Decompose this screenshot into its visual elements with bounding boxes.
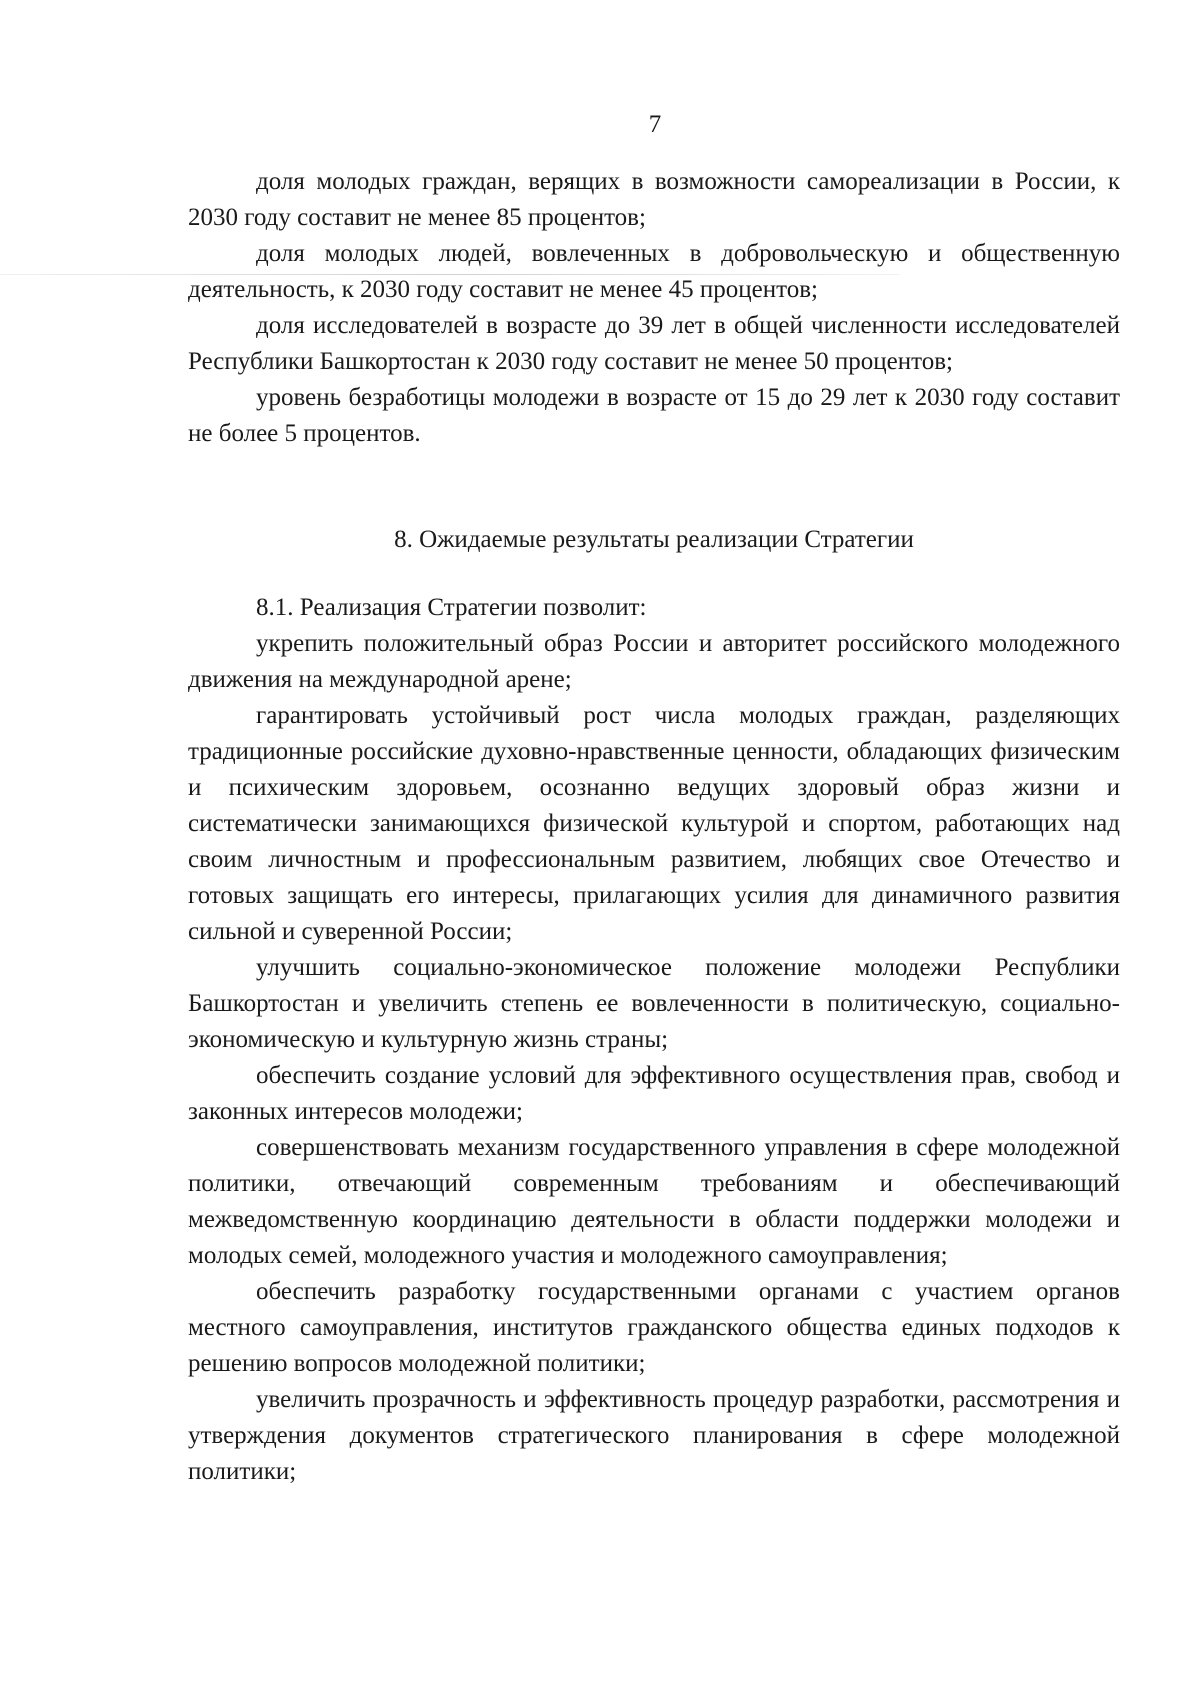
- paragraph: обеспечить разработку государственными органами с участием органов местного самоуправления, институтов гражданского общества единых подходов к решению вопросов молодежной политики;: [188, 1278, 1120, 1377]
- paragraph: доля исследователей в возрасте до 39 лет в общей численности исследователей Республики Башкортостан к 2030 году составит не менее 50 процентов;: [188, 312, 1120, 375]
- paragraph: улучшить социально-экономическое положение молодежи Республики Башкортостан и увеличить степень ее вовлеченности в политическую, социально-экономическую и культурную жизнь страны;: [188, 954, 1120, 1053]
- paragraph-group-targets: [188, 164, 1120, 452]
- paragraph: укрепить положительный образ России и авторитет российского молодежного движения на международной арене;: [188, 630, 1120, 693]
- section-heading: 8. Ожидаемые результаты реализации Стратегии: [394, 526, 914, 553]
- paragraph: гарантировать устойчивый рост числа молодых граждан, разделяющих традиционные российские духовно-нравственные ценности, обладающих физическим и психическим здоровьем, осознанно ведущих здоровый образ жизни и систематически занимающихся физической культурой и спортом, работающих над своим личностным и профессиональным развитием, любящих свое Отечество и готовых защищать его интересы, прилагающих усилия для динамичного развития сильной и суверенной России;: [188, 702, 1120, 945]
- paragraph: совершенствовать механизм государственного управления в сфере молодежной политики, отвечающий современным требованиям и обеспечивающий межведомственную координацию деятельности в области поддержки молодежи и молодых семей, молодежного участия и молодежного самоуправления;: [188, 1134, 1120, 1269]
- page-number: 7: [648, 111, 662, 138]
- paragraph: доля молодых граждан, верящих в возможности самореализации в России, к 2030 году составит не менее 85 процентов;: [188, 168, 1120, 231]
- paragraph: уровень безработицы молодежи в возрасте от 15 до 29 лет к 2030 году составит не более 5 процентов.: [188, 384, 1120, 447]
- paragraph: доля молодых людей, вовлеченных в добровольческую и общественную деятельность, к 2030 году составит не менее 45 процентов;: [188, 240, 1120, 303]
- paragraph: 8.1. Реализация Стратегии позволит:: [256, 594, 647, 621]
- paragraph: обеспечить создание условий для эффективного осуществления прав, свобод и законных интересов молодежи;: [188, 1062, 1120, 1125]
- paragraph-group-results: [188, 590, 1120, 1490]
- paragraph: увеличить прозрачность и эффективность процедур разработки, рассмотрения и утверждения документов стратегического планирования в сфере молодежной политики;: [188, 1386, 1120, 1485]
